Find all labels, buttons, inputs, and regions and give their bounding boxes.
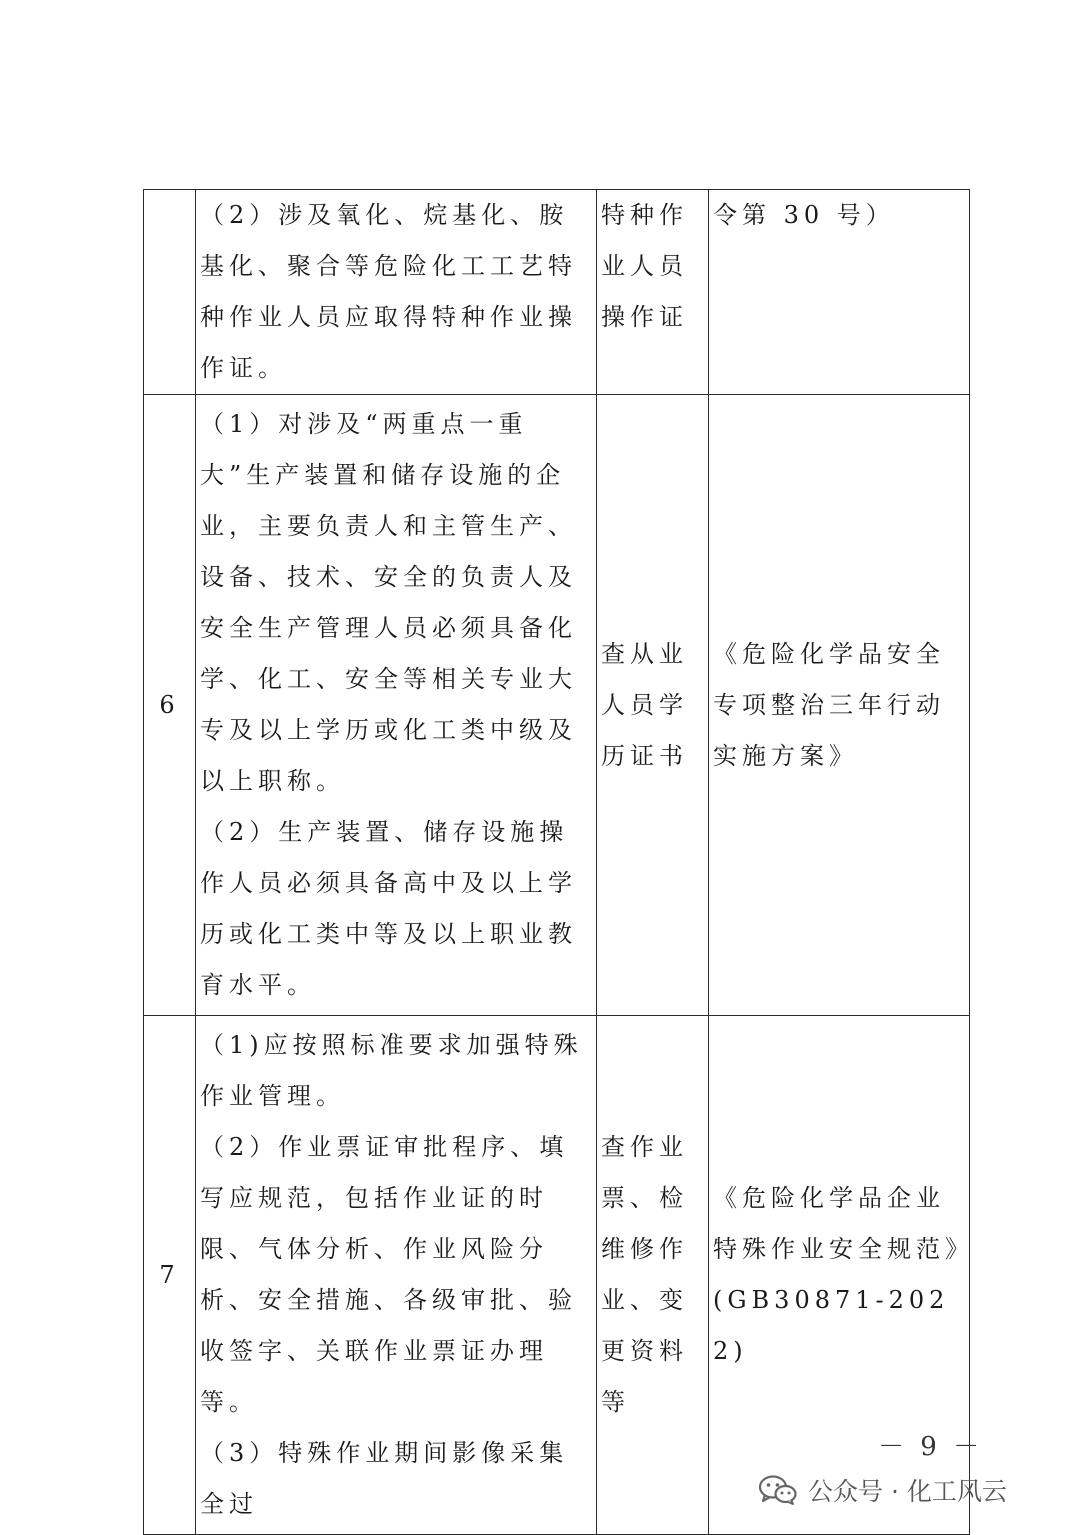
row-number xyxy=(144,190,196,395)
requirement-paragraph: （1)应按照标准要求加强特殊作业管理。 xyxy=(200,1031,583,1110)
table-row xyxy=(144,395,970,1016)
table-row xyxy=(144,190,970,395)
check-method-cell: 特种作业人员操作证 xyxy=(597,190,709,395)
requirement-cell xyxy=(196,1016,597,1535)
requirement-paragraph: （3）特殊作业期间影像采集全过 xyxy=(200,1439,569,1518)
requirement-paragraph: （2）作业票证审批程序、填写应规范，包括作业证的时限、气体分析、作业风险分析、安全措施、各级审批、验收签字、关联作业票证办理等。 xyxy=(200,1133,577,1416)
requirement-cell xyxy=(196,190,597,395)
basis-cell: 令第 30 号） xyxy=(709,190,970,395)
basis-cell: 《危险化学品企业特殊作业安全规范》(GB30871-2022) xyxy=(709,1016,970,1535)
requirement-cell xyxy=(196,395,597,1016)
row-number: 7 xyxy=(144,1016,196,1535)
watermark xyxy=(758,1470,1007,1510)
requirement-paragraph: （2）涉及氧化、烷基化、胺基化、聚合等危险化工工艺特种作业人员应取得特种作业操作证。 xyxy=(200,201,577,382)
wechat-icon xyxy=(758,1474,798,1506)
page-number: － 9 － xyxy=(878,1432,984,1462)
check-method-cell: 查作业票、检维修作业、变更资料等 xyxy=(597,1016,709,1535)
watermark-text: 公众号 · 化工风云 xyxy=(808,1477,1007,1506)
requirements-table xyxy=(143,189,970,1535)
row-number: 6 xyxy=(144,395,196,1016)
table-row xyxy=(144,1016,970,1535)
check-method-cell: 查从业人员学历证书 xyxy=(597,395,709,1016)
requirement-paragraph: （1）对涉及“两重点一重大”生产装置和储存设施的企业，主要负责人和主管生产、设备、技术、安全的负责人及安全生产管理人员必须具备化学、化工、安全等相关专业大专及以上学历或化工类中级及以上职称。 xyxy=(200,410,577,795)
requirement-paragraph: （2）生产装置、储存设施操作人员必须具备高中及以上学历或化工类中等及以上职业教育水平。 xyxy=(200,818,577,999)
basis-cell: 《危险化学品安全专项整治三年行动实施方案》 xyxy=(709,395,970,1016)
